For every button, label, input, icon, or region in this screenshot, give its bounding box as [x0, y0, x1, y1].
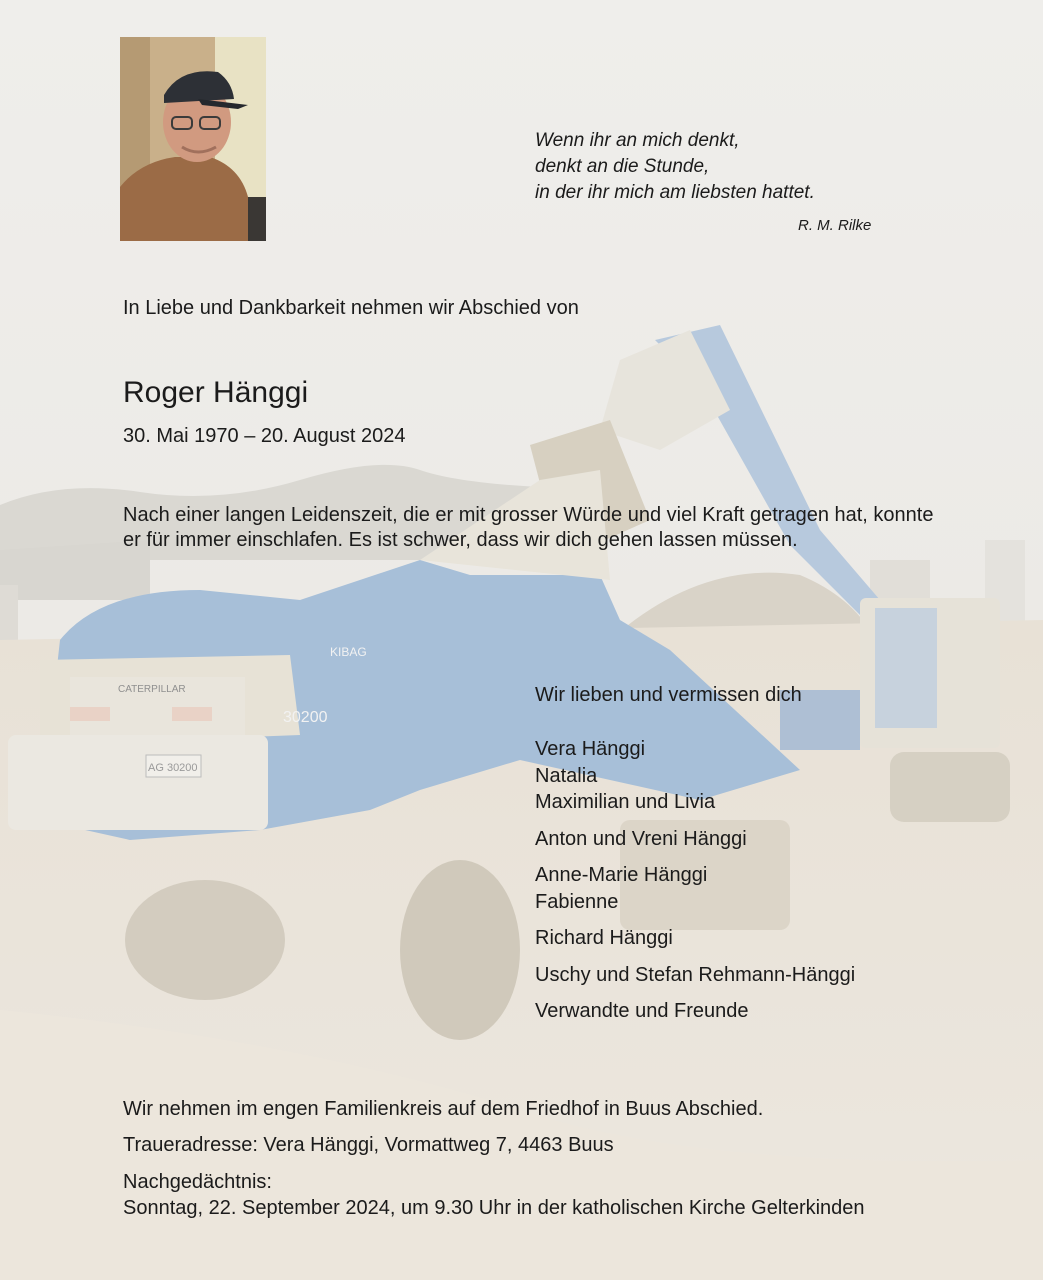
farewell-message: Nach einer langen Leidenszeit, die er mit grosser Würde und viel Kraft getragen hat, konnte er für immer einschlafen. Es ist schwer, dass wir dich gehen lassen müssen. — [123, 504, 934, 551]
family-member: Anne-Marie Hänggi — [535, 864, 708, 886]
portrait-photo — [120, 37, 266, 241]
family-group — [535, 998, 855, 1025]
family-group — [535, 925, 855, 952]
family-member: Richard Hänggi — [535, 927, 673, 949]
family-member: Uschy und Stefan Rehmann-Hänggi — [535, 963, 856, 986]
family-member: Anton und Vreni Hänggi — [535, 827, 747, 850]
family-member: Maximilian und Livia — [535, 791, 716, 813]
family-list — [535, 736, 855, 1035]
family-group — [535, 862, 855, 915]
memorial-label: Nachgedächtnis: — [123, 1171, 272, 1193]
truck-number: 30200 — [283, 709, 328, 726]
footer-info — [123, 1098, 865, 1221]
life-dates: 30. Mai 1970 – 20. August 2024 — [123, 425, 406, 447]
family-member: Verwandte und Freunde — [535, 1000, 749, 1022]
truck-plate: AG 30200 — [148, 762, 198, 774]
quote-line: in der ihr mich am liebsten hattet. — [535, 182, 815, 203]
family-group — [535, 736, 855, 816]
intro-text: In Liebe und Dankbarkeit nehmen wir Abschied von — [123, 297, 579, 319]
love-line: Wir lieben und vermissen dich — [535, 684, 802, 706]
family-member: Natalia — [535, 764, 598, 787]
ceremony-text: Wir nehmen im engen Familienkreis auf dem Friedhof in Buus Abschied. — [123, 1098, 764, 1120]
quote-line: denkt an die Stunde, — [535, 156, 710, 177]
quote-author: R. M. Rilke — [798, 217, 872, 234]
truck-company: KIBAG — [330, 645, 367, 659]
rilke-quote — [535, 128, 815, 206]
memorial-text: Sonntag, 22. September 2024, um 9.30 Uhr in der katholischen Kirche Gelterkinden — [123, 1197, 865, 1219]
mourning-address: Traueradresse: Vera Hänggi, Vormattweg 7, 4463 Buus — [123, 1134, 614, 1156]
family-member: Vera Hänggi — [535, 738, 646, 760]
family-member: Fabienne — [535, 890, 619, 913]
family-group — [535, 962, 855, 989]
quote-line: Wenn ihr an mich denkt, — [535, 130, 740, 151]
family-group — [535, 826, 855, 853]
deceased-name: Roger Hänggi — [123, 376, 309, 409]
truck-brand: CATERPILLAR — [118, 684, 186, 695]
